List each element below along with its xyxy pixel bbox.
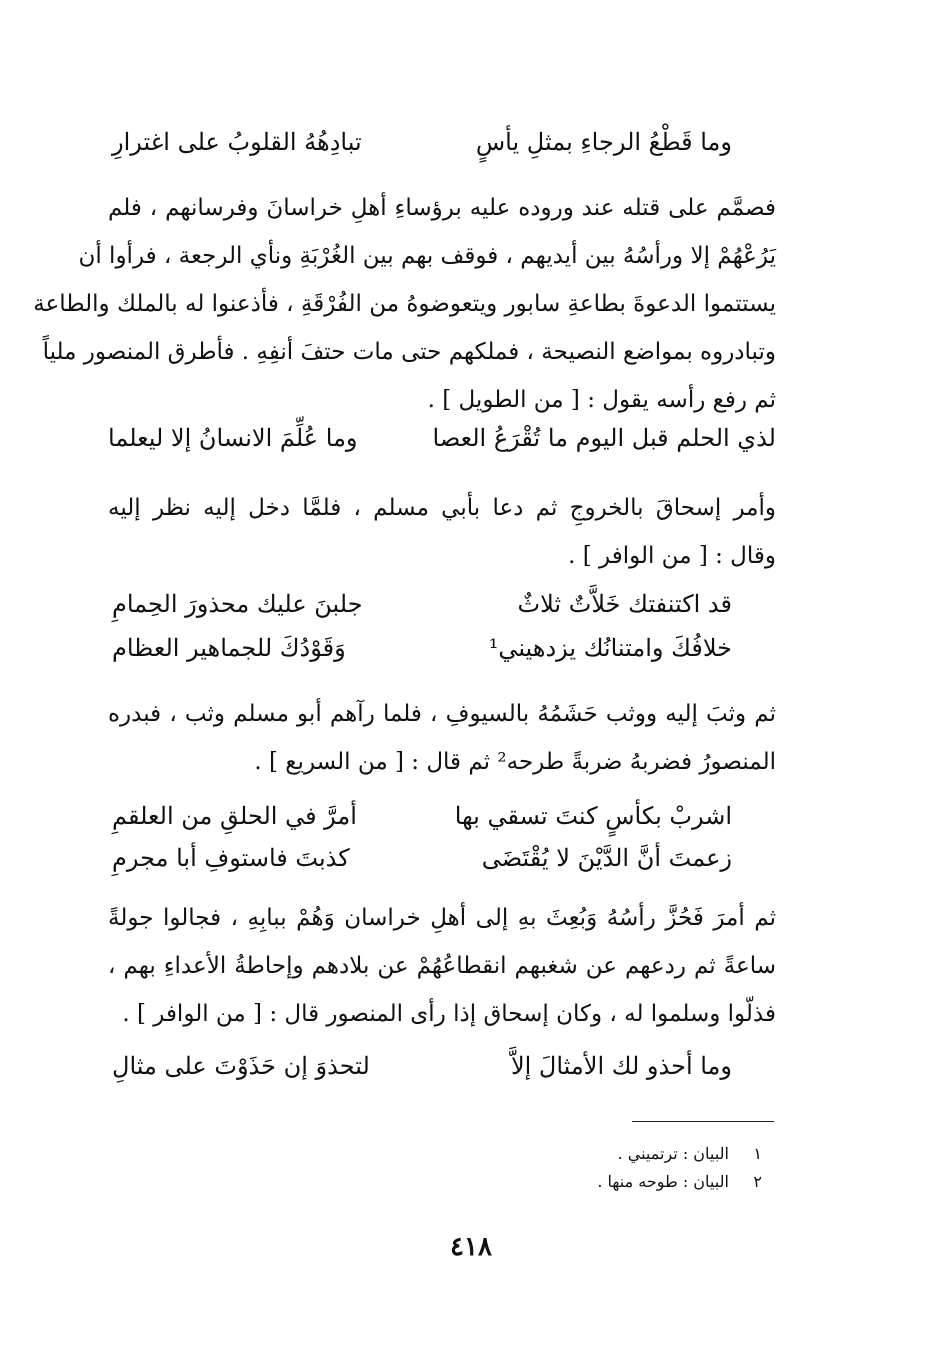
verse-line [108,418,776,458]
prose-line: يَرُعْهُمْ إلا ورأسُهُ بين أيديهم ، فوقف بهم بين الغُرْبَةِ ونأي الرجعة ، فرأوا أن [78,243,776,269]
verse-first-hemistich: وما أحذو لك الأمثالَ إلاَّ [510,1052,732,1080]
verse-first-hemistich: اشربْ بكأسٍ كنتَ تسقي بها [454,802,732,830]
prose-line: وقال : [ من الوافر ] . [568,543,776,569]
verse-second-hemistich: وما عُلِّمَ الانسانُ إلا ليعلما [108,424,358,452]
verse-line [112,628,732,668]
footnote-text: البيان : ترتميني . [617,1144,729,1163]
verse-second-hemistich: كذبتَ فاستوفِ أبا مجرمِ [112,844,350,872]
prose-line: ثم رفع رأسه يقول : [ من الطويل ] . [427,387,776,413]
footnote-text: البيان : طوحه منها . [597,1172,729,1191]
footnote-number: ٢ [753,1172,762,1191]
footnote-number: ١ [753,1144,762,1163]
footnote-item [262,1168,762,1196]
verse-first-hemistich: لذي الحلم قبل اليوم ما تُقْرَعُ العصا [432,424,776,452]
footnote-divider [632,1121,774,1122]
prose-paragraph [108,894,776,1038]
verse-line [112,1046,732,1086]
prose-line: ثم أمرَ فَحُزَّ رأسُهُ وَبُعِثَ بهِ إلى أهلِ خراسان وَهُمْ ببابِهِ ، فجالوا جولةً [108,905,776,931]
verse-second-hemistich: تبادِهُهُ القلوبُ على اغترارِ [112,128,362,156]
verse-first-hemistich: خلافُكَ وامتنانُك يزدهيني¹ [488,634,732,662]
verse-line [112,838,732,878]
verse-first-hemistich: زعمتَ أنَّ الدَّيْنَ لا يُقْتَضَى [481,844,732,872]
verse-first-hemistich: وما قَطْعُ الرجاءِ بمثلِ يأسٍ [475,128,732,156]
prose-line: فصمَّم على قتله عند وروده عليه برؤساءِ أهلِ خراسانَ وفرسانهم ، فلم [108,195,776,221]
prose-line: وتبادروه بمواضع النصيحة ، فملكهم حتى مات حتفَ أنفِهِ . فأطرق المنصور ملياً [42,339,776,365]
footnotes [262,1140,762,1196]
prose-paragraph [108,484,776,580]
verse-line [112,122,732,162]
verse-second-hemistich: لتحذوَ إن حَذَوْتَ على مثالِ [112,1052,370,1080]
verse-first-hemistich: قد اكتنفتك خَلاَّتٌ ثلاثٌ [517,590,732,618]
prose-line: ثم وثبَ إليه ووثب حَشَمُهُ بالسيوفِ ، فلما رآهم أبو مسلم وثب ، فبدره [108,701,776,727]
prose-line: وأمر إسحاقَ بالخروجِ ثم دعا بأبي مسلم ، فلمَّا دخل إليه نظر إليه [108,495,776,521]
prose-line: ساعةً ثم ردعهم عن شغبهم انقطاعُهُمْ عن بلادهم وإحاطةُ الأعداءِ بهم ، [108,953,776,979]
prose-paragraph [108,690,776,786]
verse-line [112,796,732,836]
prose-paragraph [33,184,776,424]
verse-second-hemistich: وَقَوْدُكَ للجماهير العظام [112,634,346,662]
prose-line: المنصورُ فضربهُ ضربةً طرحه² ثم قال : [ من السريع ] . [254,749,776,775]
verse-second-hemistich: جلبنَ عليك محذورَ الحِمامِ [112,590,363,618]
prose-line: فذلّوا وسلموا له ، وكان إسحاق إذا رأى المنصور قال : [ من الوافر ] . [122,1001,776,1027]
verse-line [112,584,732,624]
prose-line: يستتموا الدعوةَ بطاعةِ سابور ويتعوضوهُ من الفُرْقَةِ ، فأذعنوا له بالملك والطاعة [33,291,776,317]
footnote-item [262,1140,762,1168]
page-number: ٤١٨ [450,1232,492,1262]
verse-second-hemistich: أمرَّ في الحلقِ من العلقمِ [112,802,357,830]
